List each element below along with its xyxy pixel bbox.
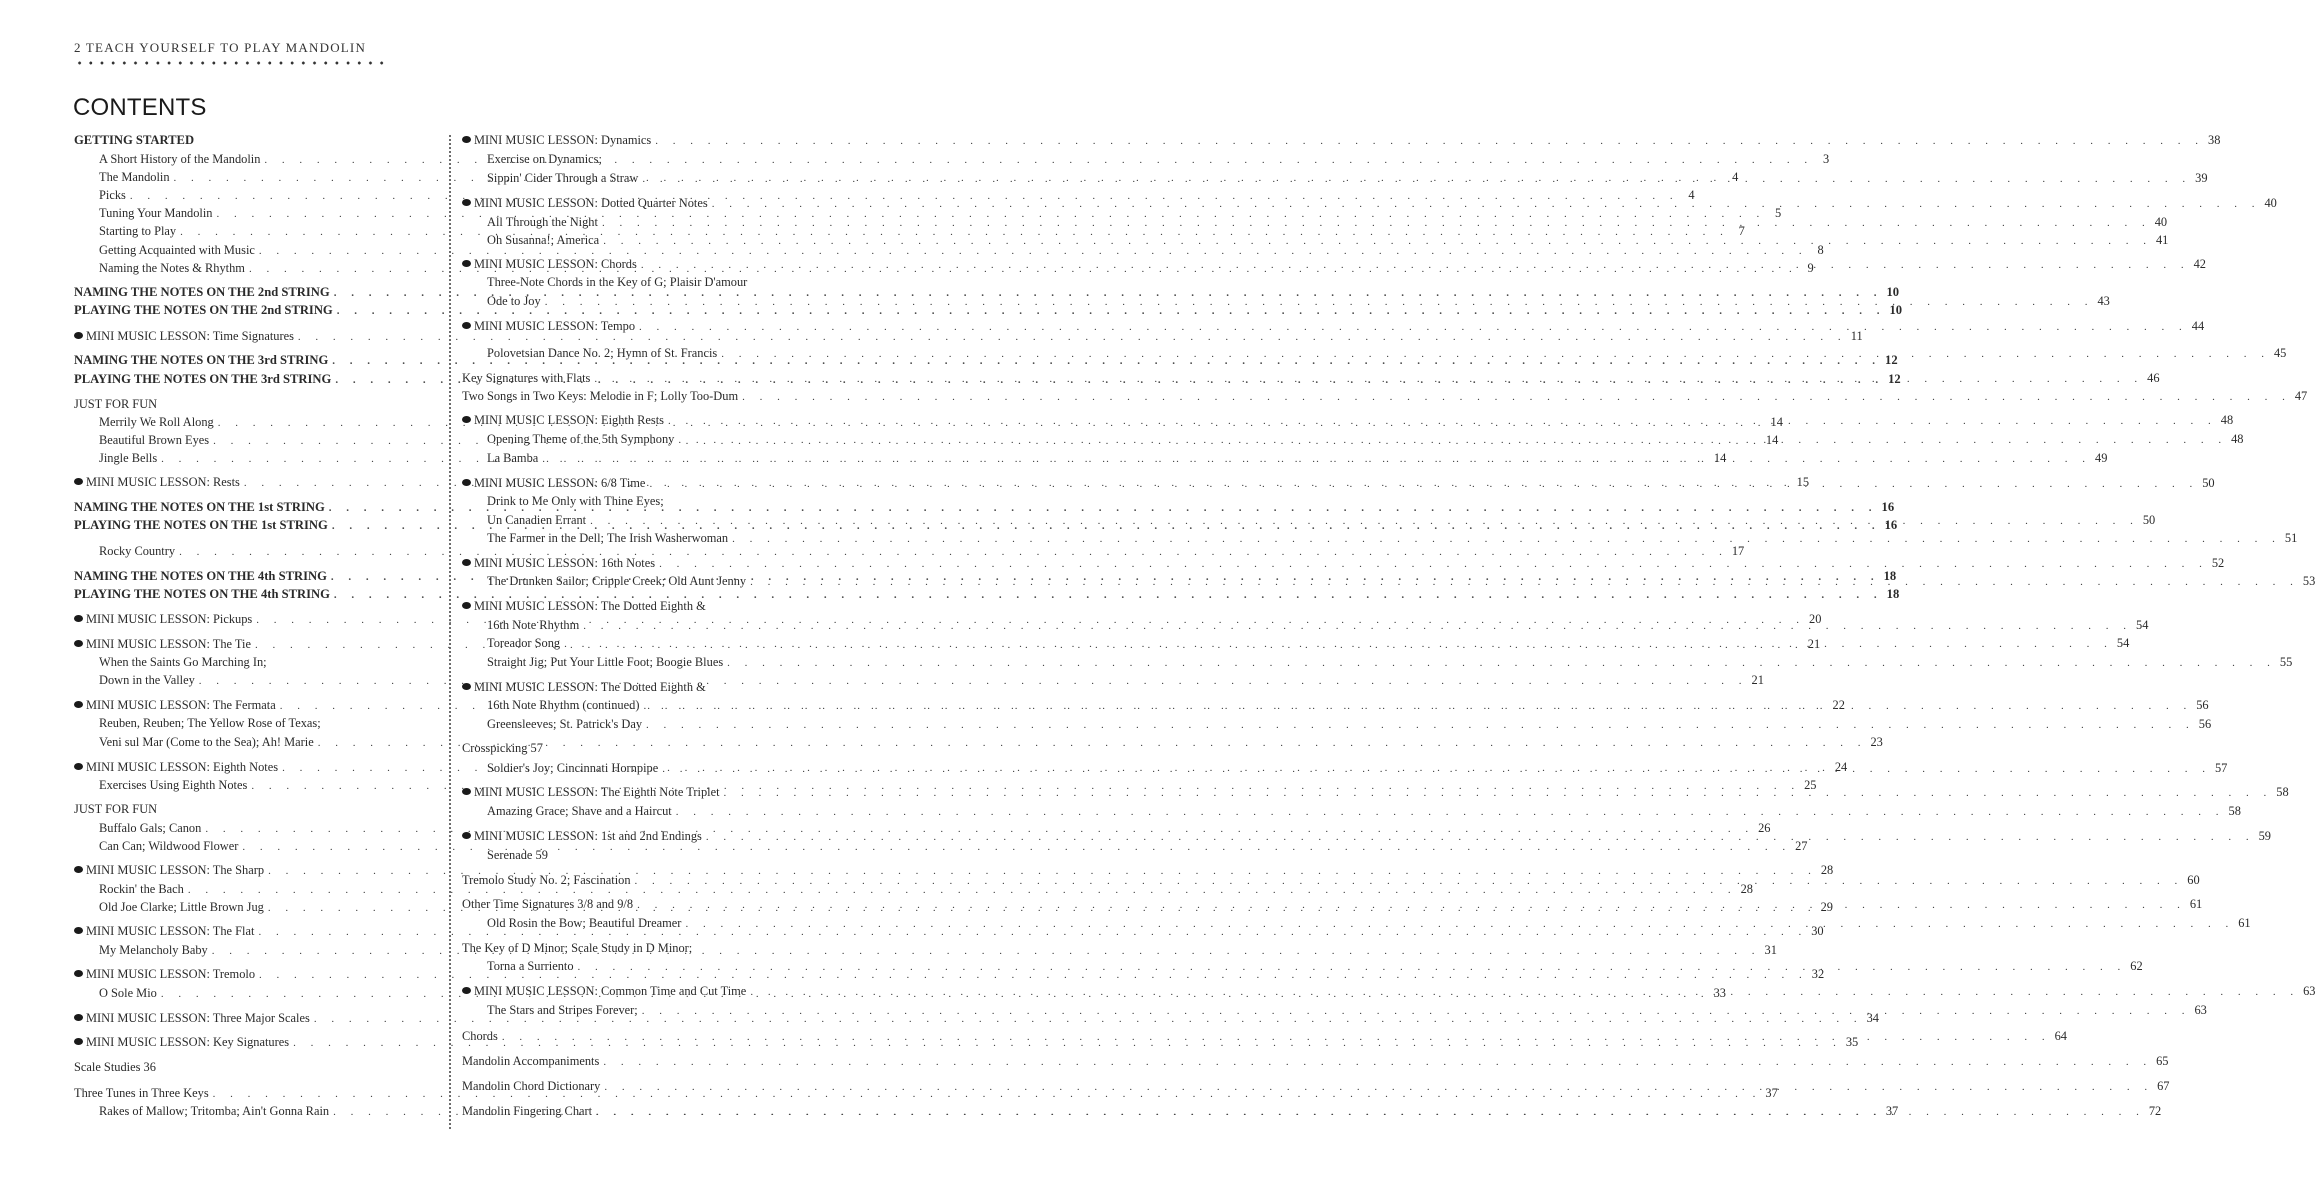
toc-entry-page: 50 xyxy=(2142,513,2156,527)
toc-entry-page: 30 xyxy=(1811,924,1824,938)
dot-leader xyxy=(602,215,2151,231)
dot-leader xyxy=(578,959,2127,975)
toc-entry xyxy=(462,170,2208,187)
toc-entry-title: MINI MUSIC LESSON: The Eighth Note Triplet xyxy=(474,785,720,799)
toc-entry-title: Polovetsian Dance No. 2; Hymn of St. Francis xyxy=(487,346,718,360)
toc-entry-title: MINI MUSIC LESSON: Key Signatures xyxy=(86,1035,290,1049)
toc-entry-title: O Sole Mio xyxy=(99,986,157,1000)
bullet-icon xyxy=(462,199,471,206)
toc-entry-page: 61 xyxy=(2238,916,2251,930)
toc-entry-page: 46 xyxy=(2147,371,2160,385)
toc-entry-page: 17 xyxy=(1731,544,1745,558)
toc-entry xyxy=(462,1053,2169,1070)
dot-leader xyxy=(603,233,2152,249)
toc-entry-page: 33 xyxy=(1713,986,1726,1000)
toc-entry-page: 40 xyxy=(2154,215,2168,229)
toc-entry-page: 59 xyxy=(2258,829,2271,843)
toc-entry-title: Rakes of Mallow; Tritomba; Ain't Gonna Rain xyxy=(99,1104,330,1118)
toc-entry-title: My Melancholy Baby xyxy=(99,943,208,957)
toc-entry-title: Old Joe Clarke; Little Brown Jug xyxy=(99,900,264,914)
toc-entry-title: Can Can; Wildwood Flower xyxy=(99,839,239,853)
toc-entry-title: When the Saints Go Marching In; xyxy=(99,655,267,669)
toc-entry xyxy=(462,388,2308,405)
dotted-rule xyxy=(74,58,386,68)
toc-entry-title: Key Signatures with Flats xyxy=(462,371,591,385)
toc-entry xyxy=(74,242,1824,259)
toc-entry-page: 5 xyxy=(1775,206,1782,220)
dot-leader xyxy=(643,698,2192,714)
toc-entry-page: 14 xyxy=(1713,451,1727,465)
toc-entry-page: 45 xyxy=(2273,346,2287,360)
toc-entry-title: MINI MUSIC LESSON: Pickups xyxy=(86,612,253,626)
bullet-icon xyxy=(74,927,83,934)
toc-entry-title: Down in the Valley xyxy=(99,673,195,687)
toc-entry xyxy=(74,801,438,818)
toc-entry xyxy=(462,151,826,168)
toc-entry-page: 25 xyxy=(1804,778,1817,792)
toc-entry xyxy=(462,318,2205,335)
toc-entry-title: Tremolo Study No. 2; Fascination xyxy=(462,873,631,887)
toc-entry-page: 24 xyxy=(1834,760,1848,774)
bullet-icon xyxy=(74,763,83,770)
toc-entry-title: MINI MUSIC LESSON: Eighth Rests xyxy=(474,413,665,427)
toc-entry-page: 4 xyxy=(1732,170,1739,184)
dot-leader xyxy=(721,346,2270,362)
toc-entry-page: 11 xyxy=(1850,329,1863,343)
dot-leader xyxy=(199,673,1748,689)
toc-entry-page: 48 xyxy=(2231,432,2244,446)
toc-entry xyxy=(74,586,1900,603)
toc-entry-title: Starting to Play xyxy=(99,224,177,238)
toc-entry-title: Jingle Bells xyxy=(99,451,158,465)
running-head: 2 TEACH YOURSELF TO PLAY MANDOLIN xyxy=(74,40,367,55)
toc-entry-page: 58 xyxy=(2276,785,2289,799)
toc-entry-title: Drink to Me Only with Thine Eyes; xyxy=(487,494,664,508)
dot-leader xyxy=(641,257,2190,273)
toc-entry-page: 14 xyxy=(1765,433,1779,447)
toc-entry-title: Exercise on Dynamics; xyxy=(487,152,602,166)
toc-entry-title: Rockin' the Bach xyxy=(99,882,184,896)
toc-entry xyxy=(74,881,1753,898)
toc-entry-page: 65 xyxy=(2156,1054,2169,1068)
toc-entry-title: PLAYING THE NOTES ON THE 4th STRING xyxy=(74,587,330,601)
toc-entry-title: Scale Studies 36 xyxy=(74,1060,156,1074)
toc-entry-page: 48 xyxy=(2220,413,2234,427)
toc-entry xyxy=(462,256,2206,273)
toc-entry-title: The Drunken Sailor; Cripple Creek; Old Aunt Jenny xyxy=(487,574,747,588)
bullet-icon xyxy=(74,866,83,873)
toc-entry-page: 47 xyxy=(2294,389,2308,403)
toc-entry-title: Reuben, Reuben; The Yellow Rose of Texas; xyxy=(99,716,321,730)
dot-leader xyxy=(676,804,2225,820)
toc-entry-title: Rocky Country xyxy=(99,544,176,558)
toc-entry-title: Two Songs in Two Keys: Melodie in F; Lolly Too-Dum xyxy=(462,389,739,403)
toc-entry-title: NAMING THE NOTES ON THE 1st STRING xyxy=(74,500,325,514)
toc-entry-page: 14 xyxy=(1770,415,1783,429)
toc-entry-page: 42 xyxy=(2193,257,2206,271)
toc-entry-page: 52 xyxy=(2211,556,2225,570)
toc-entry-page: 37 xyxy=(1885,1104,1899,1118)
toc-entry-page: 10 xyxy=(1889,303,1903,317)
dot-leader xyxy=(750,984,2299,1000)
toc-entry-title: PLAYING THE NOTES ON THE 3rd STRING xyxy=(74,372,332,386)
toc-entry-title: Mandolin Chord Dictionary xyxy=(462,1079,601,1093)
toc-entry-page: 35 xyxy=(1845,1035,1859,1049)
bullet-icon xyxy=(462,683,471,690)
column-divider xyxy=(449,134,451,1130)
dot-leader xyxy=(668,413,2217,429)
toc-entry-title: Naming the Notes & Rhythm xyxy=(99,261,245,275)
toc-entry-title: MINI MUSIC LESSON: The Dotted Eighth & xyxy=(474,599,706,613)
toc-entry-title: Sippin' Cider Through a Straw xyxy=(487,171,639,185)
bullet-icon xyxy=(462,479,471,486)
dot-leader xyxy=(542,451,2091,467)
dot-leader xyxy=(706,829,2255,845)
toc-entry-title: MINI MUSIC LESSON: Tremolo xyxy=(86,967,256,981)
toc-entry-page: 57 xyxy=(2214,761,2228,775)
bullet-icon xyxy=(74,615,83,622)
toc-entry-page: 38 xyxy=(2208,133,2221,147)
dot-leader xyxy=(685,916,2234,932)
toc-entry-page: 58 xyxy=(2228,804,2241,818)
toc-entry-title: Amazing Grace; Shave and a Haircut xyxy=(487,804,672,818)
dot-leader xyxy=(596,1104,2145,1120)
toc-entry xyxy=(74,715,438,732)
toc-entry-page: 8 xyxy=(1817,243,1824,257)
toc-entry-title: 16th Note Rhythm xyxy=(487,618,580,632)
toc-entry-title: Buffalo Gals; Canon xyxy=(99,821,202,835)
dot-leader xyxy=(712,196,2261,212)
toc-entry-title: PLAYING THE NOTES ON THE 2nd STRING xyxy=(74,303,333,317)
toc-entry xyxy=(74,328,1863,345)
toc-entry-title: Greensleeves; St. Patrick's Day xyxy=(487,717,643,731)
toc-entry-page: 4 xyxy=(1688,188,1695,202)
toc-entry xyxy=(462,232,2169,249)
toc-entry-page: 27 xyxy=(1795,839,1808,853)
toc-entry xyxy=(74,654,438,671)
toc-entry-title: MINI MUSIC LESSON: Tempo xyxy=(474,319,636,333)
dot-leader xyxy=(594,371,2143,387)
toc-entry-title: MINI MUSIC LESSON: The Flat xyxy=(86,924,255,938)
toc-entry-page: 28 xyxy=(1740,882,1753,896)
toc-entry xyxy=(462,132,2221,149)
toc-entry-page: 15 xyxy=(1796,475,1810,489)
toc-entry-page: 12 xyxy=(1885,353,1898,367)
toc-entry-title: Ode to Joy xyxy=(487,294,541,308)
toc-entry xyxy=(462,716,2212,733)
bullet-icon xyxy=(462,260,471,267)
toc-entry-page: 34 xyxy=(1866,1011,1879,1025)
toc-entry xyxy=(462,530,2298,547)
bullet-icon xyxy=(74,478,83,485)
toc-entry-title: Merrily We Roll Along xyxy=(99,415,214,429)
dot-leader xyxy=(659,556,2208,572)
toc-entry-page: 31 xyxy=(1764,943,1777,957)
toc-entry-page: 51 xyxy=(2284,531,2298,545)
dot-leader xyxy=(604,1079,2153,1095)
toc-entry-title: GETTING STARTED xyxy=(74,133,195,147)
bullet-icon xyxy=(462,788,471,795)
toc-entry-page: 67 xyxy=(2157,1079,2170,1093)
toc-entry-title: MINI MUSIC LESSON: Dynamics xyxy=(474,133,652,147)
toc-entry-title: Mandolin Accompaniments xyxy=(462,1054,600,1068)
toc-entry-title: Beautiful Brown Eyes xyxy=(99,433,210,447)
toc-entry-page: 50 xyxy=(2202,476,2215,490)
dot-leader xyxy=(212,943,1761,959)
toc-entry-page: 9 xyxy=(1807,261,1814,275)
toc-entry-title: MINI MUSIC LESSON: The Dotted Eighth & xyxy=(474,680,706,694)
toc-entry-page: 26 xyxy=(1758,821,1771,835)
toc-entry-page: 7 xyxy=(1738,224,1745,238)
dot-leader xyxy=(662,761,2211,777)
toc-entry-page: 37 xyxy=(1765,1086,1778,1100)
bullet-icon xyxy=(462,416,471,423)
toc-entry-title: Three-Note Chords in the Key of G; Plaisir D'amour xyxy=(487,275,748,289)
toc-entry-page: 16 xyxy=(1881,500,1895,514)
toc-entry xyxy=(462,493,826,510)
toc-entry-title: Other Time Signatures 3/8 and 9/8 xyxy=(462,897,634,911)
toc-entry xyxy=(74,862,1834,879)
toc-entry xyxy=(462,598,826,615)
toc-entry xyxy=(74,132,438,149)
toc-entry-page: 12 xyxy=(1888,372,1901,386)
toc-entry-page: 28 xyxy=(1820,863,1834,877)
toc-entry-page: 39 xyxy=(2195,171,2208,185)
dot-leader xyxy=(642,1003,2191,1019)
dot-leader xyxy=(742,389,2291,405)
dot-leader xyxy=(732,531,2281,547)
toc-entry-title: MINI MUSIC LESSON: The Sharp xyxy=(86,863,265,877)
toc-entry-title: MINI MUSIC LESSON: Three Major Scales xyxy=(86,1011,310,1025)
toc-entry-page: 61 xyxy=(2189,897,2203,911)
toc-entry-title: NAMING THE NOTES ON THE 3rd STRING xyxy=(74,353,329,367)
toc-entry-page: 18 xyxy=(1886,587,1900,601)
dot-leader xyxy=(646,717,2195,733)
toc-entry xyxy=(462,940,826,957)
toc-entry-title: All Through the Night xyxy=(487,215,598,229)
toc-entry-title: Serenade 59 xyxy=(487,848,548,862)
toc-entry-page: 54 xyxy=(2136,618,2149,632)
toc-entry xyxy=(462,740,826,757)
toc-entry-page: 44 xyxy=(2191,319,2205,333)
dot-leader xyxy=(727,655,2276,671)
dot-leader xyxy=(639,319,2188,335)
dot-leader xyxy=(583,618,2132,634)
toc-entry-page: 20 xyxy=(1809,612,1822,626)
toc-entry-title: Three Tunes in Three Keys xyxy=(74,1086,209,1100)
toc-entry-title: Tuning Your Mandolin xyxy=(99,206,213,220)
toc-entry xyxy=(74,1059,438,1076)
toc-entry-page: 56 xyxy=(2198,717,2212,731)
toc-entry-page: 32 xyxy=(1811,967,1825,981)
dot-leader xyxy=(635,873,2184,889)
dot-leader xyxy=(655,133,2204,149)
toc-entry-page: 63 xyxy=(2303,984,2315,998)
toc-entry-page: 54 xyxy=(2116,636,2130,650)
bullet-icon xyxy=(462,832,471,839)
toc-entry-title: NAMING THE NOTES ON THE 2nd STRING xyxy=(74,285,330,299)
toc-entry-title: MINI MUSIC LESSON: Time Signatures xyxy=(86,329,294,343)
dot-leader xyxy=(564,636,2113,652)
bullet-icon xyxy=(74,1014,83,1021)
bullet-icon xyxy=(74,970,83,977)
toc-entry-title: Oh Susanna!; America xyxy=(487,233,600,247)
toc-entry-title: The Farmer in the Dell; The Irish Washerwoman xyxy=(487,531,729,545)
toc-entry-title: A Short History of the Mandolin xyxy=(99,152,261,166)
toc-entry-page: 22 xyxy=(1832,698,1845,712)
toc-entry-title: Torna a Surriento xyxy=(487,959,574,973)
toc-entry xyxy=(462,274,826,291)
toc-entry-title: La Bamba xyxy=(487,451,539,465)
toc-entry xyxy=(462,803,2241,820)
toc-entry xyxy=(462,214,2168,231)
toc-entry-title: Toreador Song xyxy=(487,636,561,650)
toc-entry-page: 21 xyxy=(1807,637,1821,651)
toc-entry-title: Straight Jig; Put Your Little Foot; Boogie Blues xyxy=(487,655,724,669)
toc-entry-page: 55 xyxy=(2279,655,2293,669)
bullet-icon xyxy=(462,987,471,994)
toc-entry-title: MINI MUSIC LESSON: 16th Notes xyxy=(474,556,656,570)
toc-entry xyxy=(462,679,826,696)
toc-entry-title: MINI MUSIC LESSON: 1st and 2nd Endings xyxy=(474,829,702,843)
dot-leader xyxy=(590,513,2139,529)
toc-entry xyxy=(74,302,1903,319)
toc-entry-title: JUST FOR FUN xyxy=(74,802,158,816)
bullet-icon xyxy=(462,136,471,143)
toc-entry-page: 21 xyxy=(1751,673,1764,687)
toc-entry-title: MINI MUSIC LESSON: Common Time and Cut Time xyxy=(474,984,747,998)
toc-entry-page: 3 xyxy=(1822,152,1830,166)
toc-entry-title: Soldier's Joy; Cincinnati Hornpipe xyxy=(487,761,659,775)
dot-leader xyxy=(642,171,2191,187)
toc-entry-title: Crosspicking 57 xyxy=(462,741,543,755)
toc-entry-title: MINI MUSIC LESSON: Eighth Notes xyxy=(86,760,279,774)
toc-entry-title: Veni sul Mar (Come to the Sea); Ah! Marie xyxy=(99,735,314,749)
dot-leader xyxy=(678,432,2227,448)
toc-entry-title: Chords xyxy=(462,1029,498,1043)
bullet-icon xyxy=(74,640,83,647)
toc-entry-title: Opening Theme of the 5th Symphony xyxy=(487,432,675,446)
toc-entry-title: MINI MUSIC LESSON: Rests xyxy=(86,475,240,489)
dot-leader xyxy=(603,1054,2152,1070)
toc-entry-page: 56 xyxy=(2196,698,2209,712)
toc-entry-title: PLAYING THE NOTES ON THE 1st STRING xyxy=(74,518,328,532)
dot-leader xyxy=(637,897,2186,913)
toc-entry-page: 72 xyxy=(2148,1104,2162,1118)
dot-leader xyxy=(502,1029,2051,1045)
toc-entry-page: 10 xyxy=(1886,285,1900,299)
toc-entry-title: Old Rosin the Bow; Beautiful Dreamer xyxy=(487,916,682,930)
bullet-icon xyxy=(462,559,471,566)
page-title: CONTENTS xyxy=(73,94,207,121)
toc-entry-page: 64 xyxy=(2054,1029,2067,1043)
toc-entry-page: 23 xyxy=(1870,735,1883,749)
toc-entry-page: 49 xyxy=(2095,451,2108,465)
dot-leader xyxy=(649,476,2198,492)
toc-entry-title: The Mandolin xyxy=(99,170,170,184)
toc-entry-title: MINI MUSIC LESSON: The Fermata xyxy=(86,698,276,712)
bullet-icon xyxy=(462,322,471,329)
toc-entry-page: 60 xyxy=(2187,873,2200,887)
toc-entry-title: The Stars and Stripes Forever; xyxy=(487,1003,638,1017)
toc-entry-title: MINI MUSIC LESSON: Chords xyxy=(474,257,637,271)
toc-entry-title: NAMING THE NOTES ON THE 4th STRING xyxy=(74,569,327,583)
toc-entry xyxy=(462,195,2277,212)
toc-entry-title: Exercises Using Eighth Notes xyxy=(99,778,248,792)
toc-entry-title: MINI MUSIC LESSON: The Tie xyxy=(86,637,252,651)
toc-entry-title: MINI MUSIC LESSON: 6/8 Time xyxy=(474,476,646,490)
bullet-icon xyxy=(74,332,83,339)
toc-entry-title: JUST FOR FUN xyxy=(74,397,158,411)
toc-entry-page: 29 xyxy=(1820,900,1833,914)
dot-leader xyxy=(545,294,2094,310)
toc-entry-title: MINI MUSIC LESSON: Dotted Quarter Notes xyxy=(474,196,708,210)
toc-entry-page: 40 xyxy=(2264,196,2277,210)
toc-entry-title: Un Canadien Errant xyxy=(487,513,587,527)
bullet-icon xyxy=(74,1038,83,1045)
toc-entry xyxy=(462,847,826,864)
toc-entry-title: Picks xyxy=(99,188,126,202)
toc-entry xyxy=(462,555,2225,572)
toc-entry xyxy=(462,654,2293,671)
toc-entry-page: 63 xyxy=(2194,1003,2207,1017)
bullet-icon xyxy=(462,602,471,609)
toc-entry-page: 41 xyxy=(2155,233,2169,247)
toc-entry-page: 16 xyxy=(1884,518,1898,532)
toc-entry xyxy=(74,396,438,413)
toc-entry-title: The Key of D Minor; Scale Study in D Minor; xyxy=(462,941,693,955)
dot-leader xyxy=(724,785,2273,801)
toc-entry xyxy=(74,543,1745,560)
dot-leader xyxy=(750,574,2299,590)
toc-entry-title: 16th Note Rhythm (continued) xyxy=(487,698,640,712)
toc-entry-title: Mandolin Fingering Chart xyxy=(462,1104,593,1118)
bullet-icon xyxy=(74,701,83,708)
toc-entry-page: 18 xyxy=(1883,569,1897,583)
toc-entry-title: Getting Acquainted with Music xyxy=(99,243,255,257)
toc-entry-page: 53 xyxy=(2302,574,2315,588)
toc-entry-page: 43 xyxy=(2097,294,2110,308)
toc-entry-page: 62 xyxy=(2130,959,2143,973)
